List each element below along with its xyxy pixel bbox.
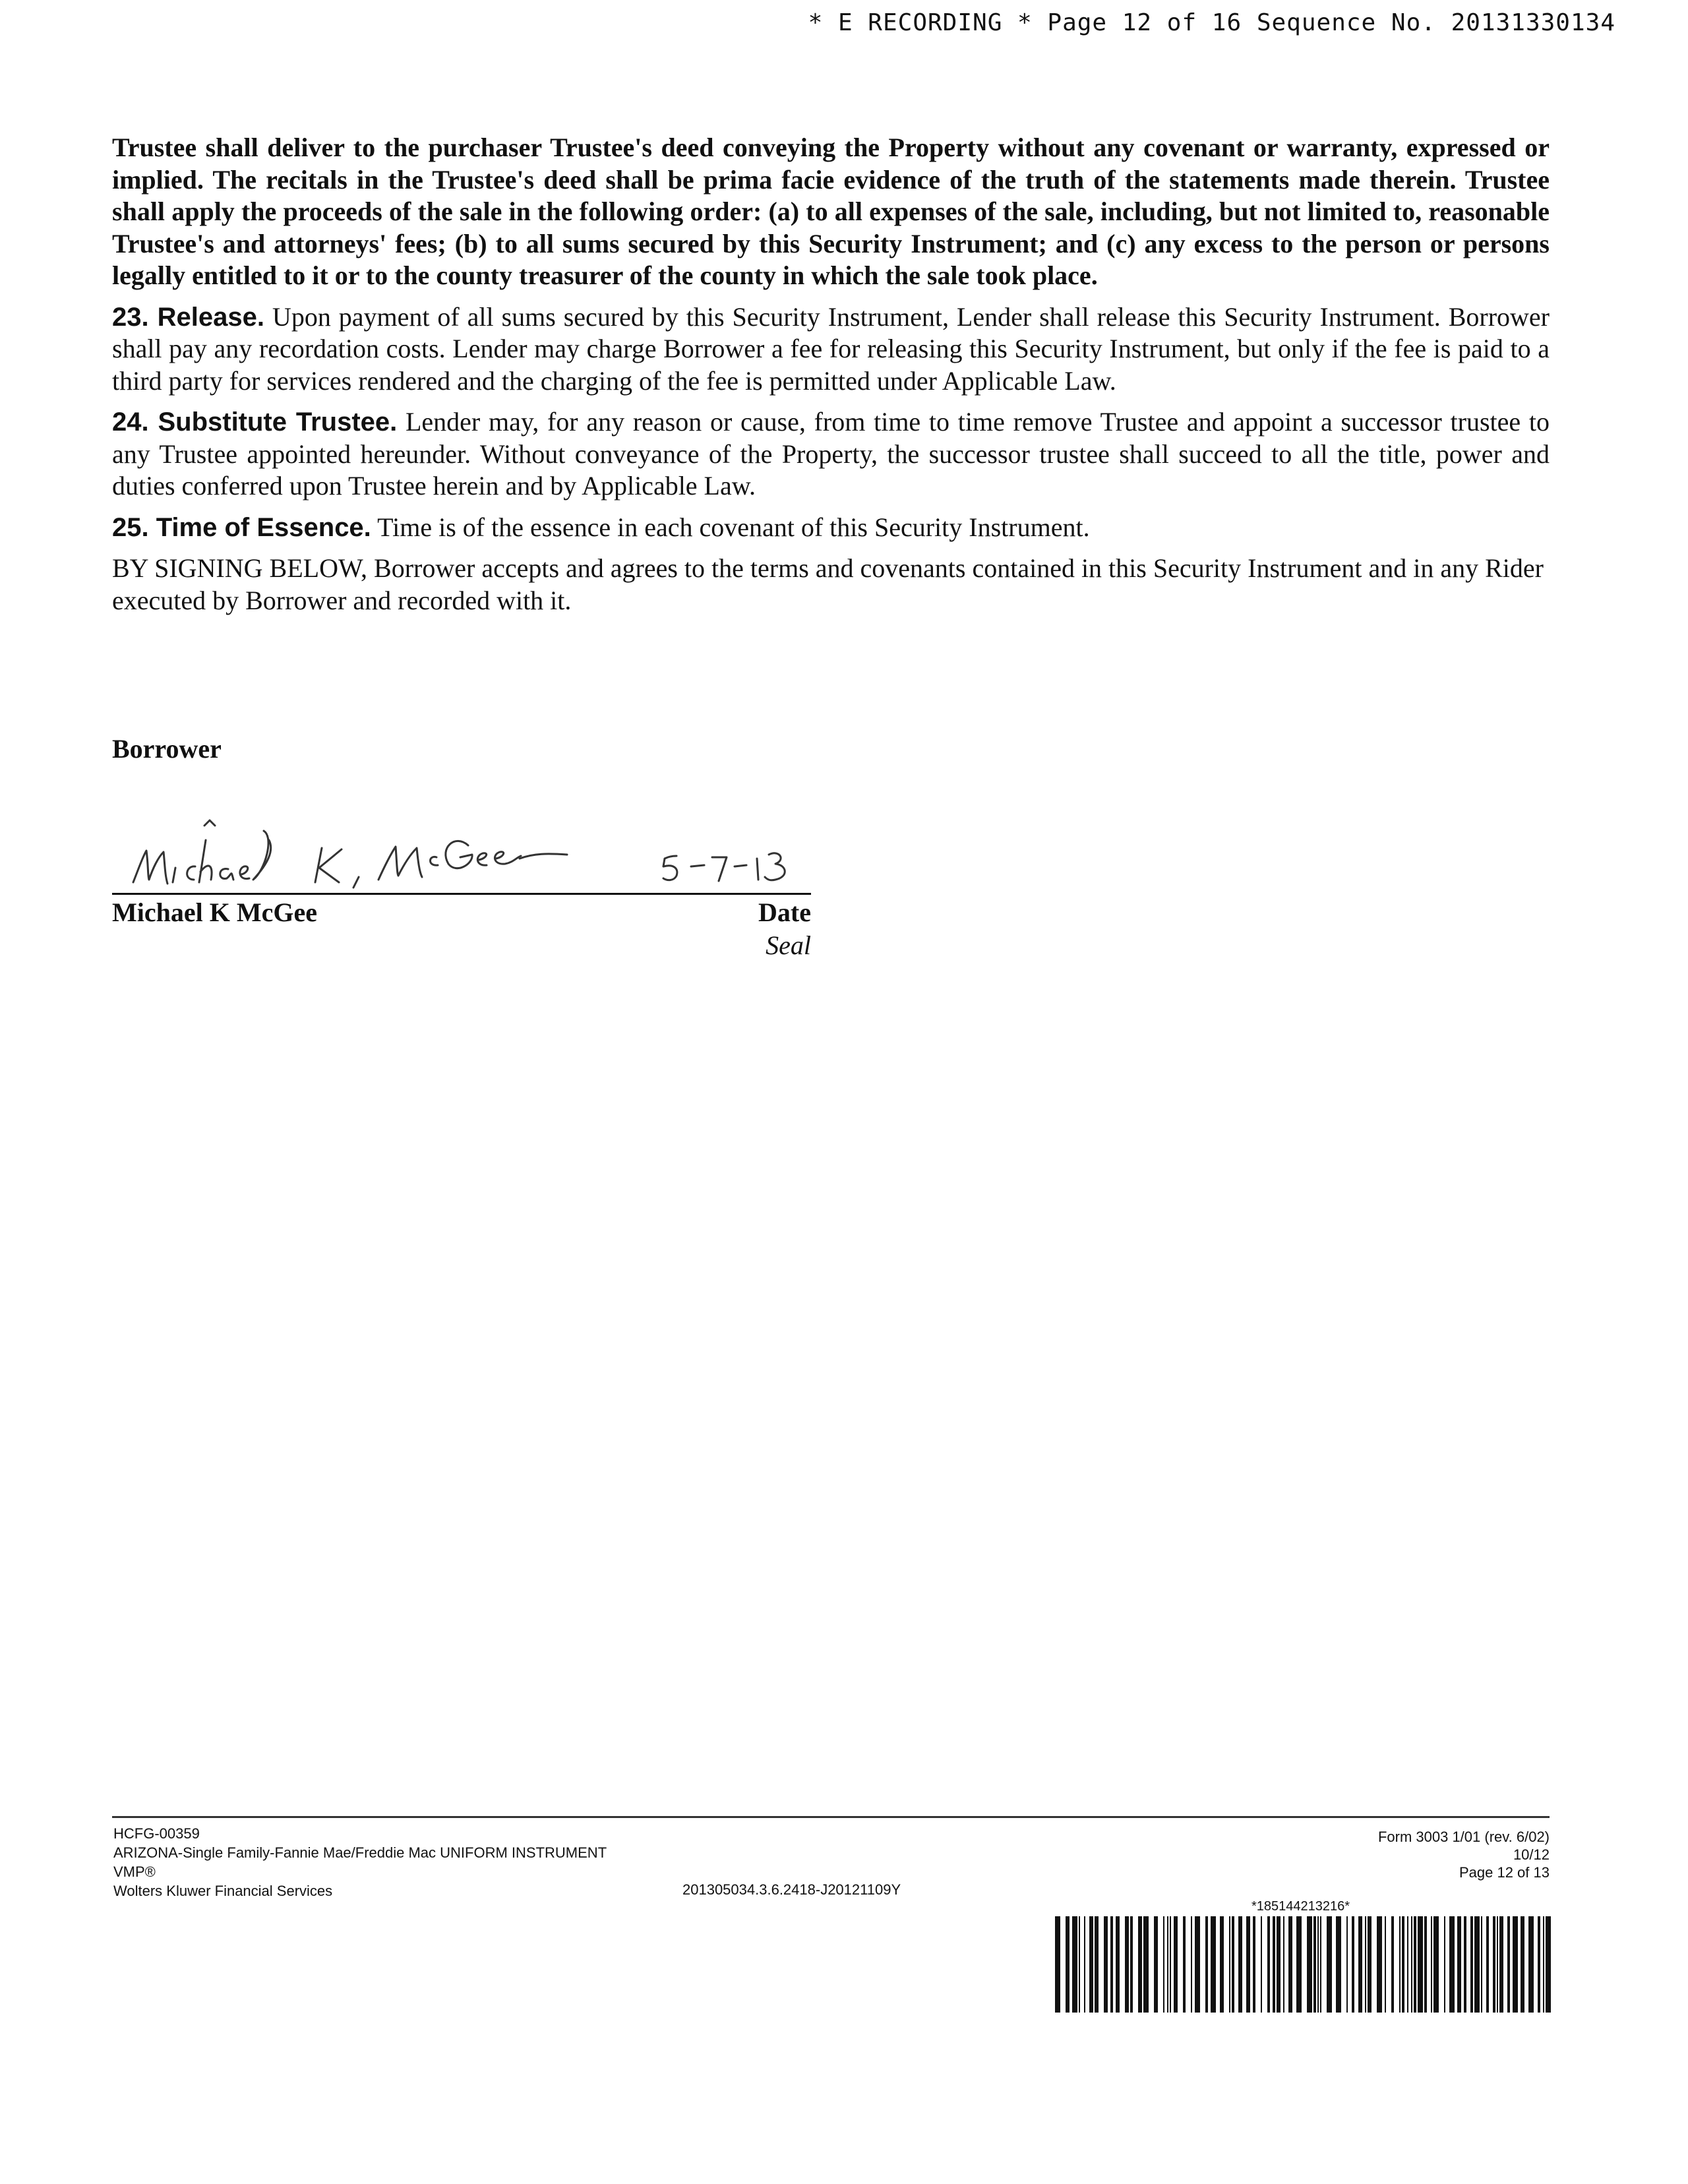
- signature-line: [112, 893, 811, 895]
- signature-block: [112, 811, 811, 969]
- section-release: [112, 301, 1550, 398]
- barcode-bar: [1170, 1916, 1171, 2013]
- barcode-bar: [1084, 1916, 1085, 2013]
- section-heading: 25. Time of Essence.: [112, 512, 371, 542]
- barcode-bar: [1104, 1916, 1108, 2013]
- borrower-label: Borrower: [112, 734, 222, 764]
- section-text: Upon payment of all sums secured by this Security Instrument, Lender shall release this Security Instrument. Borrower shall pay any recordation costs. Lender may charge Borrower a fee for releasing this Security Instrument, but only if the fee is paid to a third party for services rendered and the charging of the fee is permitted under Applicable Law.: [112, 301, 1550, 396]
- barcode-bar: [1414, 1916, 1416, 2013]
- barcode-bar: [1528, 1916, 1534, 2013]
- barcode-bar: [1232, 1916, 1234, 2013]
- barcode-bar: [1195, 1916, 1200, 2013]
- recording-stamp: * E RECORDING * Page 12 of 16 Sequence No. 20131330134: [808, 9, 1615, 36]
- barcode-bar: [1205, 1916, 1208, 2013]
- barcode-bar: [1220, 1916, 1224, 2013]
- barcode-bar: [1055, 1916, 1060, 2013]
- section-time-of-essence: [112, 512, 1550, 544]
- barcode-bar: [1391, 1916, 1394, 2013]
- barcode-bar: [1277, 1916, 1281, 2013]
- barcode-bar: [1424, 1916, 1427, 2013]
- barcode-bar: [1238, 1916, 1242, 2013]
- barcode-bar: [1183, 1916, 1186, 2013]
- barcode: [1055, 1916, 1551, 2013]
- barcode-bar: [1143, 1916, 1149, 2013]
- barcode-bar: [1125, 1916, 1129, 2013]
- barcode-bar: [1474, 1916, 1480, 2013]
- barcode-bar: [1174, 1916, 1178, 2013]
- barcode-bar: [1499, 1916, 1503, 2013]
- barcode-bar: [1273, 1916, 1275, 2013]
- barcode-bar: [1497, 1916, 1498, 2013]
- barcode-bar: [1418, 1916, 1423, 2013]
- barcode-bar: [1079, 1916, 1080, 2013]
- section-heading: 24. Substitute Trustee.: [112, 408, 398, 437]
- footer-left: [113, 1824, 607, 1900]
- barcode-bar: [1352, 1916, 1354, 2013]
- handwritten-signature: [112, 811, 811, 897]
- barcode-bar: [1358, 1916, 1362, 2013]
- barcode-bar: [1296, 1916, 1302, 2013]
- barcode-bar: [1317, 1916, 1319, 2013]
- footer-line: HCFG-00359: [113, 1825, 200, 1842]
- barcode-bar: [1307, 1916, 1312, 2013]
- barcode-bar: [1368, 1916, 1372, 2013]
- barcode-bar: [1320, 1916, 1321, 2013]
- footer-right: [1378, 1828, 1550, 1881]
- barcode-bar: [1470, 1916, 1473, 2013]
- barcode-bar: [1444, 1916, 1445, 2013]
- barcode-bar: [1336, 1916, 1341, 2013]
- barcode-bar: [1211, 1916, 1216, 2013]
- barcode-bar: [1346, 1916, 1348, 2013]
- barcode-bar: [1513, 1916, 1518, 2013]
- barcode-bar: [1402, 1916, 1404, 2013]
- seal-label: Seal: [766, 930, 811, 960]
- document-body: [112, 132, 1550, 617]
- signing-paragraph: BY SIGNING BELOW, Borrower accepts and agrees to the terms and covenants contained in this Security Instrument and in any Rider executed by Borrower and recorded with it.: [112, 553, 1544, 615]
- footer-line: Wolters Kluwer Financial Services: [113, 1883, 333, 1899]
- signer-name: Michael K McGee: [112, 897, 317, 927]
- barcode-bar: [1399, 1916, 1401, 2013]
- date-label: Date: [758, 897, 811, 927]
- barcode-bar: [1385, 1916, 1386, 2013]
- barcode-bar: [1246, 1916, 1250, 2013]
- footer-line: ARIZONA-Single Family-Fannie Mae/Freddie Mac UNIFORM INSTRUMENT: [113, 1844, 607, 1861]
- barcode-bar: [1167, 1916, 1168, 2013]
- barcode-bar: [1464, 1916, 1466, 2013]
- barcode-bar: [1154, 1916, 1158, 2013]
- footer-line: VMP®: [113, 1864, 156, 1880]
- barcode-bar: [1493, 1916, 1495, 2013]
- barcode-bar: [1095, 1916, 1099, 2013]
- barcode-bar: [1407, 1916, 1408, 2013]
- barcode-bar: [1313, 1916, 1316, 2013]
- barcode-bar: [1327, 1916, 1332, 2013]
- intro-paragraph: Trustee shall deliver to the purchaser Trustee's deed conveying the Property without any covenant or warranty, expressed or implied. The recitals in the Trustee's deed shall be prima facie evidence of the truth of the statements made therein. Trustee shall apply the proceeds of the sale in the following order: (a) to all expenses of the sale, including, but not limited to, reasonable Trustee's and attorneys' fees; (b) to all sums secured by this Security Instrument; and (c) any excess to the person or persons legally entitled to it or to the county treasurer of the county in which the sale took place.: [112, 133, 1550, 290]
- section-substitute-trustee: [112, 406, 1550, 502]
- barcode-bar: [1365, 1916, 1366, 2013]
- form-revision: 10/12: [1513, 1846, 1550, 1863]
- footer-document-code: 201305034.3.6.2418-J20121109Y: [682, 1881, 901, 1898]
- barcode-bar: [1486, 1916, 1489, 2013]
- barcode-bar: [1457, 1916, 1461, 2013]
- barcode-number: *185144213216*: [1251, 1899, 1350, 1914]
- barcode-bar: [1267, 1916, 1270, 2013]
- section-text: Lender may, for any reason or cause, from time to time remove Trustee and appoint a successor trustee to any Trustee appointed hereunder. Without conveyance of the Property, the successor trustee shall succeed to all the title, power and duties conferred upon Trustee herein and by Applicable Law.: [112, 407, 1550, 501]
- barcode-bar: [1229, 1916, 1230, 2013]
- barcode-bar: [1507, 1916, 1510, 2013]
- barcode-bar: [1377, 1916, 1382, 2013]
- barcode-bar: [1521, 1916, 1524, 2013]
- barcode-bar: [1163, 1916, 1164, 2013]
- barcode-bar: [1110, 1916, 1113, 2013]
- barcode-bar: [1116, 1916, 1120, 2013]
- barcode-bar: [1433, 1916, 1439, 2013]
- barcode-bar: [1546, 1916, 1551, 2013]
- barcode-bar: [1253, 1916, 1255, 2013]
- barcode-bar: [1288, 1916, 1292, 2013]
- barcode-bar: [1261, 1916, 1262, 2013]
- section-heading: 23. Release.: [112, 302, 264, 332]
- barcode-bar: [1130, 1916, 1133, 2013]
- barcode-bar: [1543, 1916, 1544, 2013]
- page-number: Page 12 of 13: [1459, 1864, 1550, 1881]
- barcode-bar: [1089, 1916, 1093, 2013]
- barcode-bar: [1066, 1916, 1070, 2013]
- barcode-bar: [1072, 1916, 1077, 2013]
- barcode-bar: [1538, 1916, 1540, 2013]
- handwritten-date: [112, 811, 113, 812]
- footer-divider: [112, 1816, 1550, 1818]
- section-text: Time is of the essence in each covenant of this Security Instrument.: [371, 512, 1090, 542]
- form-number: Form 3003 1/01 (rev. 6/02): [1377, 1829, 1550, 1845]
- barcode-bar: [1191, 1916, 1192, 2013]
- barcode-bar: [1431, 1916, 1432, 2013]
- barcode-bar: [1449, 1916, 1455, 2013]
- barcode-bar: [1283, 1916, 1284, 2013]
- barcode-bar: [1411, 1916, 1412, 2013]
- barcode-bar: [1481, 1916, 1482, 2013]
- barcode-bar: [1138, 1916, 1142, 2013]
